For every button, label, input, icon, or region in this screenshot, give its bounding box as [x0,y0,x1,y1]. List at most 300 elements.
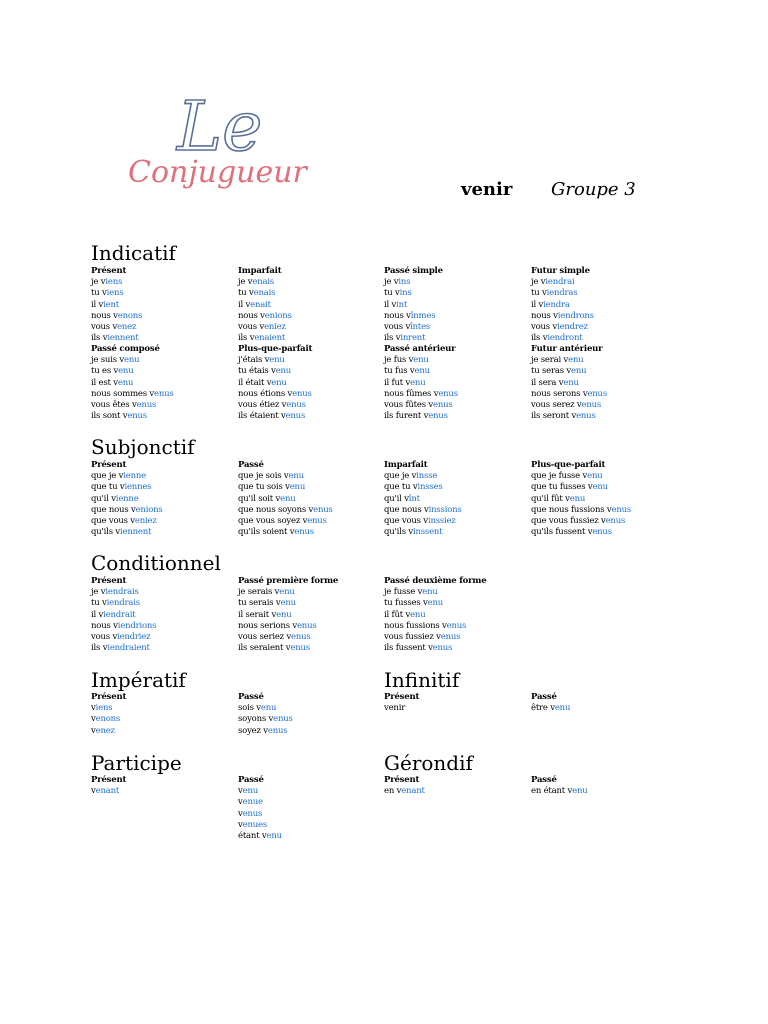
conjugation-stem: v [91,703,96,714]
conjugation-line [384,505,530,516]
conjugation-ending: enez [117,322,137,333]
conjugation-stem: v [238,786,243,797]
conjugation-stem: qu'il v [91,493,116,504]
conjugation-ending: enu [592,482,608,493]
conjugation-line [238,726,384,737]
conjugation-stem: tu v [384,288,400,299]
conjugation-line [384,471,530,482]
conjugation-line [384,277,530,288]
verb-title: venir [461,179,513,200]
tense-block [384,576,530,654]
conjugation-ending: enez [95,725,115,736]
le-conjugueur-logo [122,78,322,208]
tense-name: Passé première forme [238,576,339,586]
tense-name: Passé deuxième forme [384,576,487,586]
conjugation-ending: iendrez [557,322,588,333]
conjugation-line [238,389,384,400]
conjugation-ending: iennent [119,527,152,538]
conjugation-stem: nous sommes v [91,388,155,399]
conjugation-stem: je serais v [238,587,280,598]
conjugation-ending: enus [307,516,327,527]
tense-block [91,344,237,422]
conjugation-stem: nous v [531,310,558,321]
conjugation-stem: il v [238,299,251,310]
conjugation-stem: ils v [384,333,401,344]
conjugation-line [238,598,384,609]
section-gerondif-title: Gérondif [384,751,473,775]
conjugation-ending: enions [264,310,292,321]
section-subjonctif-title: Subjonctif [91,435,195,459]
tense-block [238,460,384,538]
logo-word-le: Le [177,88,263,167]
conjugation-ending: iens [106,288,124,299]
conjugation-ending: enu [427,598,444,609]
conjugation-stem: nous v [238,310,265,321]
conjugation-line [238,355,384,366]
tense-block [91,266,237,344]
conjugation-ending: enions [135,504,163,515]
conjugation-line [91,527,237,538]
conjugation-ending: enu [266,831,282,842]
conjugation-stem: tu seras v [531,366,571,377]
conjugation-ending: enus [154,388,174,399]
conjugation-ending: enus [592,527,612,538]
tense-block [531,460,677,538]
conjugation-stem: vous fûtes v [384,400,433,411]
conjugation-stem: ils furent v [384,411,429,422]
conjugation-line [531,527,677,538]
conjugation-stem: vous v [91,632,118,643]
conjugation-line [91,355,237,366]
conjugation-stem: je fus v [384,355,414,366]
conjugation-stem: ils seront v [531,411,577,422]
conjugation-line [238,587,384,598]
conjugation-ending: enues [242,819,267,830]
conjugation-stem: je v [531,277,546,288]
conjugation-stem: qu'il fût v [531,493,570,504]
conjugation-stem: il v [531,299,544,310]
tense-block [384,344,530,422]
conjugation-line [238,643,384,654]
conjugation-stem: il v [91,299,104,310]
conjugation-ending: enu [276,609,292,620]
conjugation-line [384,598,530,609]
conjugation-ending: enu [568,355,584,366]
conjugation-line [384,355,530,366]
conjugation-ending: enu [124,355,140,366]
conjugation-line [91,643,237,654]
conjugation-stem: que nous soyons v [238,504,314,515]
tense-name: Présent [91,775,127,785]
conjugation-line [531,378,677,389]
tense-block [238,344,384,422]
tense-name: Passé antérieur [384,344,456,354]
conjugation-line [238,366,384,377]
conjugation-ending: iens [95,703,113,714]
section-conditionnel-title: Conditionnel [91,551,221,575]
conjugation-stem: vous fussiez v [384,632,441,643]
conjugation-stem: je v [384,277,399,288]
tense-block [91,460,237,538]
tense-name: Passé simple [384,266,443,276]
conjugation-stem: tu v [531,288,547,299]
conjugation-stem: vous seriez v [238,632,292,643]
conjugation-stem: il sera v [531,377,564,388]
conjugation-stem: tu es v [91,366,119,377]
conjugation-ending: iendra [543,299,570,310]
conjugation-ending: enu [422,587,438,598]
conjugation-ending: enant [95,786,120,797]
tense-name: Plus-que-parfait [238,344,313,354]
conjugation-ending: enus [296,620,317,631]
conjugation-ending: inssiez [427,516,456,527]
conjugation-ending: eniez [264,322,286,333]
conjugation-line [384,516,530,527]
conjugation-line [91,714,237,725]
conjugation-line [91,300,237,311]
conjugation-ending: enu [260,703,277,714]
conjugation-ending: enu [271,377,287,388]
conjugation-line [238,288,384,299]
conjugation-stem: nous v [384,310,411,321]
conjugation-ending: iendrai [545,277,575,288]
conjugation-stem: il v [91,609,104,620]
conjugation-line [384,400,530,411]
tense-block [91,576,237,654]
conjugation-ending: inrent [400,333,426,344]
tense-block [238,775,384,842]
conjugation-ending: enu [554,703,571,714]
tense-name: Présent [91,266,127,276]
tense-block [238,692,384,737]
conjugation-stem: tu serais v [238,598,281,609]
conjugation-stem: que je sois v [238,471,289,482]
conjugation-line [91,516,237,527]
section-participe-title: Participe [91,751,182,775]
conjugation-ending: enu [275,366,292,377]
conjugation-stem: ils v [91,333,108,344]
conjugation-ending: enu [279,587,295,598]
tense-block [531,775,677,797]
conjugation-stem: que tu sois v [238,482,290,493]
conjugation-line [238,786,384,797]
conjugation-ending: enu [289,482,306,493]
tense-block [238,576,384,654]
conjugation-line [238,378,384,389]
conjugation-ending: enu [569,493,586,504]
conjugation-line [531,366,677,377]
tense-block [531,692,677,714]
conjugation-ending: ienne [123,471,146,482]
conjugation-line [91,598,237,609]
conjugation-line [384,610,530,621]
conjugation-stem: étant v [238,831,267,842]
conjugation-stem: en v [384,786,402,797]
conjugation-ending: întes [410,322,431,333]
conjugation-ending: iendrions [117,620,157,631]
conjugation-stem: il est v [91,377,118,388]
conjugation-ending: enus [605,516,626,527]
tense-block [384,460,530,538]
conjugation-line [384,786,530,797]
conjugation-stem: qu'ils fussent v [531,527,593,538]
conjugation-line [91,322,237,333]
conjugation-stem: nous serions v [238,620,297,631]
conjugation-stem: v [91,714,96,725]
conjugation-line [238,809,384,820]
tense-name: Imparfait [384,460,428,470]
conjugation-line [384,366,530,377]
conjugation-ending: enus [286,400,306,411]
conjugation-line [531,355,677,366]
conjugation-stem: nous v [91,310,118,321]
conjugation-stem: que tu fusses v [531,482,593,493]
conjugation-ending: enu [563,377,579,388]
conjugation-ending: enu [413,355,429,366]
section-infinitif-title: Infinitif [384,668,460,692]
conjugation-line [531,482,677,493]
conjugation-line [384,389,530,400]
tense-name: Passé [531,775,557,785]
conjugation-ending: int [396,299,408,310]
conjugation-ending: iens [105,277,123,288]
conjugation-line [531,288,677,299]
conjugation-ending: enons [95,714,121,725]
conjugation-line [384,288,530,299]
conjugation-stem: ils sont v [91,411,128,422]
conjugation-stem: soyons v [238,714,274,725]
conjugation-stem: je v [91,277,106,288]
conjugation-line [384,703,530,714]
conjugation-line [238,632,384,643]
conjugation-ending: enus [294,527,314,538]
conjugation-ending: enu [414,366,430,377]
conjugation-stem: soyez v [238,725,268,736]
conjugation-line [384,333,530,344]
conjugation-line [91,378,237,389]
conjugation-ending: enus [285,411,306,422]
conjugation-line [531,471,677,482]
conjugation-ending: enus [428,411,448,422]
conjugation-ending: enus [313,504,333,515]
conjugation-stem: que vous v [91,516,135,527]
conjugation-ending: enu [288,471,304,482]
conjugation-line [91,726,237,737]
conjugation-stem: tu étais v [238,366,276,377]
conjugation-stem: je serai v [531,355,569,366]
conjugation-line [91,632,237,643]
conjugation-stem: qu'ils soient v [238,527,295,538]
tense-name: Présent [384,692,420,702]
conjugation-stem: ils étaient v [238,411,286,422]
conjugation-line [238,322,384,333]
conjugation-stem: ils seraient v [238,643,291,654]
conjugation-line [384,482,530,493]
conjugation-ending: enus [432,643,453,654]
conjugation-stem: que nous fussions v [531,504,612,515]
conjugation-stem: que vous soyez v [238,516,308,527]
conjugation-line [238,831,384,842]
conjugation-line [531,277,677,288]
conjugation-ending: ins [399,288,412,299]
conjugation-ending: iennent [107,333,139,344]
conjugation-line [238,797,384,808]
conjugation-line [91,621,237,632]
conjugation-line [531,505,677,516]
tense-name: Présent [384,775,420,785]
tense-name: Présent [91,692,127,702]
conjugation-stem: v [238,808,243,819]
conjugation-stem: tu v [238,288,254,299]
conjugation-ending: ienne [115,493,139,504]
conjugation-line [238,820,384,831]
conjugation-line [238,482,384,493]
tense-block [531,344,677,422]
conjugation-stem: que tu v [91,482,125,493]
conjugation-stem: ils v [531,333,548,344]
conjugation-ending: enus [292,388,312,399]
conjugation-ending: enus [440,632,461,643]
conjugation-line [91,471,237,482]
conjugation-line [384,643,530,654]
conjugation-line [91,288,237,299]
conjugation-ending: enus [136,400,157,411]
conjugation-line [238,311,384,322]
conjugation-stem: il v [384,299,397,310]
tense-block [91,775,237,797]
conjugation-line [384,322,530,333]
conjugation-stem: tu v [91,598,107,609]
conjugation-line [531,311,677,322]
conjugation-line [91,482,237,493]
conjugation-stem: être v [531,703,555,714]
conjugation-line [384,494,530,505]
conjugation-line [238,516,384,527]
section-imperatif-title: Impératif [91,668,186,692]
conjugation-ending: enons [117,310,143,321]
conjugation-ending: enu [280,598,296,609]
verb-group: Groupe 3 [551,179,636,200]
conjugation-line [238,300,384,311]
conjugation-stem: ils v [91,643,108,654]
conjugation-line [91,389,237,400]
conjugation-line [91,311,237,322]
conjugation-stem: vous v [238,322,265,333]
conjugation-line [91,411,237,422]
conjugation-ending: inssent [412,527,443,538]
conjugation-line [531,411,677,422]
tense-block [238,266,384,344]
conjugation-ending: enus [291,632,311,643]
conjugation-stem: venir [384,703,406,714]
conjugation-stem: v [91,786,96,797]
conjugation-stem: que vous v [384,516,428,527]
conjugation-ending: eniez [134,516,157,527]
conjugation-line [531,400,677,411]
conjugation-ending: insses [417,482,443,493]
conjugation-line [91,366,237,377]
tense-name: Passé [238,460,264,470]
conjugation-ending: enu [118,366,134,377]
conjugation-ending: insse [416,471,438,482]
conjugation-line [531,389,677,400]
conjugation-stem: nous fussions v [384,620,447,631]
conjugation-line [384,587,530,598]
conjugation-line [91,505,237,516]
conjugation-ending: enus [446,620,467,631]
conjugation-ending: enus [290,643,310,654]
conjugation-stem: v [91,725,96,736]
tense-name: Présent [91,460,127,470]
conjugation-ending: iendraient [107,643,150,654]
conjugation-ending: iendront [547,333,583,344]
conjugation-line [384,300,530,311]
conjugation-stem: vous étiez v [238,400,287,411]
conjugation-ending: ins [398,277,411,288]
conjugation-line [531,703,677,714]
conjugation-stem: nous v [91,620,118,631]
conjugation-ending: enu [572,786,588,797]
conjugation-ending: enus [587,388,607,399]
conjugation-stem: je v [238,277,253,288]
conjugation-line [238,277,384,288]
conjugation-line [238,411,384,422]
conjugation-line [91,610,237,621]
conjugation-line [384,632,530,643]
conjugation-stem: qu'ils v [384,527,413,538]
conjugation-stem: je v [91,587,106,598]
conjugation-line [384,411,530,422]
conjugation-line [238,621,384,632]
conjugation-stem: j'étais v [238,355,270,366]
conjugation-ending: enu [410,609,426,620]
conjugation-ending: enus [611,504,632,515]
conjugation-line [531,333,677,344]
conjugation-ending: enus [273,714,293,725]
conjugation-line [238,714,384,725]
conjugation-line [531,300,677,311]
conjugation-stem: qu'il soit v [238,493,281,504]
conjugation-ending: inssions [428,504,462,515]
tense-name: Passé [531,692,557,702]
conjugation-line [91,587,237,598]
conjugation-line [91,400,237,411]
conjugation-ending: iendras [546,288,578,299]
conjugation-line [238,610,384,621]
conjugation-line [384,621,530,632]
conjugation-stem: en étant v [531,786,573,797]
conjugation-stem: qu'il v [384,493,409,504]
conjugation-stem: que je v [91,471,124,482]
conjugation-ending: iendrait [103,609,136,620]
tense-name: Passé [238,775,264,785]
conjugation-stem: sois v [238,703,261,714]
conjugation-stem: nous fûmes v [384,388,439,399]
conjugation-stem: il fût v [384,609,411,620]
conjugation-stem: vous v [531,322,558,333]
conjugation-stem: que nous v [384,504,429,515]
section-indicatif-title: Indicatif [91,241,176,265]
conjugation-line [531,516,677,527]
conjugation-stem: vous v [91,322,118,333]
conjugation-ending: iendrais [105,587,139,598]
conjugation-ending: enue [242,797,263,808]
conjugation-ending: enu [410,377,426,388]
conjugation-line [384,527,530,538]
conjugation-ending: enus [581,400,602,411]
conjugation-ending: enant [401,786,425,797]
conjugation-ending: enu [242,786,258,797]
